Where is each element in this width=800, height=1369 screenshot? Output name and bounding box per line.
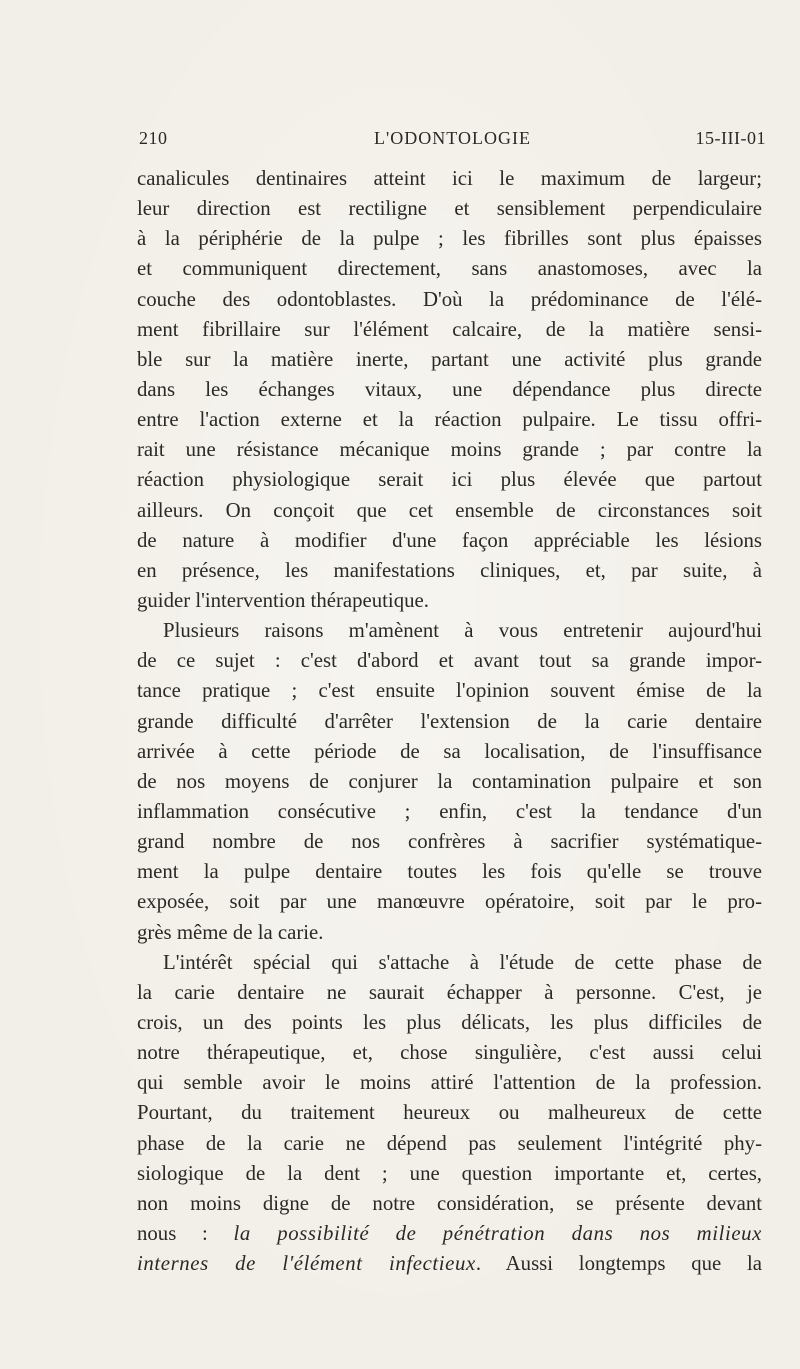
- text-line: crois, un des points les plus délicats, les plus difficiles de: [137, 1010, 762, 1034]
- text-line: guider l'intervention thérapeutique.: [137, 588, 429, 612]
- text-line: de nature à modifier d'une façon appréciable les lésions: [137, 528, 762, 552]
- body-text: [137, 164, 762, 1279]
- text-line: exposée, soit par une manœuvre opératoire, soit par le pro-: [137, 890, 762, 914]
- issue-date: 15-III-01: [695, 128, 766, 148]
- text-line: ailleurs. On conçoit que cet ensemble de circonstances soit: [137, 498, 762, 522]
- text-segment: . Aussi longtemps que la: [475, 1252, 763, 1276]
- text-line: couche des odontoblastes. D'où la prédominance de l'élé-: [137, 287, 762, 311]
- text-line: à la périphérie de la pulpe ; les fibrilles sont plus épaisses: [137, 227, 762, 251]
- running-head: [139, 128, 766, 156]
- text-line: ble sur la matière inerte, partant une activité plus grande: [137, 347, 762, 371]
- italic-emphasis: la possibilité de pénétration dans nos milieux: [233, 1221, 762, 1245]
- text-line: siologique de la dent ; une question importante et, certes,: [137, 1161, 762, 1185]
- text-line: L'intérêt spécial qui s'attache à l'étude de cette phase de: [163, 950, 762, 974]
- text-line: tance pratique ; c'est ensuite l'opinion souvent émise de la: [137, 679, 762, 703]
- italic-emphasis: internes de l'élément infectieux: [137, 1252, 476, 1276]
- text-line: Plusieurs raisons m'amènent à vous entretenir aujourd'hui: [163, 619, 762, 643]
- text-line: réaction physiologique serait ici plus élevée que partout: [137, 468, 762, 492]
- text-line: notre thérapeutique, et, chose singulière, c'est aussi celui: [137, 1041, 762, 1065]
- text-line: ment la pulpe dentaire toutes les fois qu'elle se trouve: [137, 860, 762, 884]
- text-line: canalicules dentinaires atteint ici le maximum de largeur;: [137, 167, 762, 190]
- text-line: grès même de la carie.: [137, 920, 324, 944]
- text-line: [137, 1219, 762, 1249]
- journal-title: L'ODONTOLOGIE: [374, 128, 531, 148]
- text-line: dans les échanges vitaux, une dépendance plus directe: [137, 377, 762, 401]
- text-line: Pourtant, du traitement heureux ou malheureux de cette: [137, 1101, 762, 1125]
- text-line: la carie dentaire ne saurait échapper à personne. C'est, je: [137, 980, 762, 1004]
- text-line: non moins digne de notre considération, se présente devant: [137, 1191, 762, 1215]
- text-line: inflammation consécutive ; enfin, c'est la tendance d'un: [137, 799, 762, 823]
- text-line: ment fibrillaire sur l'élément calcaire, de la matière sensi-: [137, 317, 762, 341]
- text-line: en présence, les manifestations cliniques, et, par suite, à: [137, 558, 762, 582]
- text-line: phase de la carie ne dépend pas seulement l'intégrité phy-: [137, 1131, 762, 1155]
- text-line: grande difficulté d'arrêter l'extension de la carie dentaire: [137, 709, 762, 733]
- text-line: de nos moyens de conjurer la contamination pulpaire et son: [137, 769, 762, 793]
- text-line: entre l'action externe et la réaction pulpaire. Le tissu offri-: [137, 408, 762, 432]
- text-line: qui semble avoir le moins attiré l'attention de la profession.: [137, 1071, 762, 1095]
- text-line: rait une résistance mécanique moins grande ; par contre la: [137, 438, 762, 462]
- text-line: arrivée à cette période de sa localisation, de l'insuffisance: [137, 739, 762, 763]
- text-line: et communiquent directement, sans anastomoses, avec la: [137, 257, 762, 281]
- text-line: leur direction est rectiligne et sensiblement perpendiculaire: [137, 197, 762, 221]
- text-segment: nous :: [137, 1221, 234, 1245]
- text-line: grand nombre de nos confrères à sacrifier systématique-: [137, 830, 762, 854]
- text-line: de ce sujet : c'est d'abord et avant tout sa grande impor-: [137, 649, 762, 673]
- page-number: 210: [139, 128, 168, 148]
- text-line: [137, 1249, 762, 1279]
